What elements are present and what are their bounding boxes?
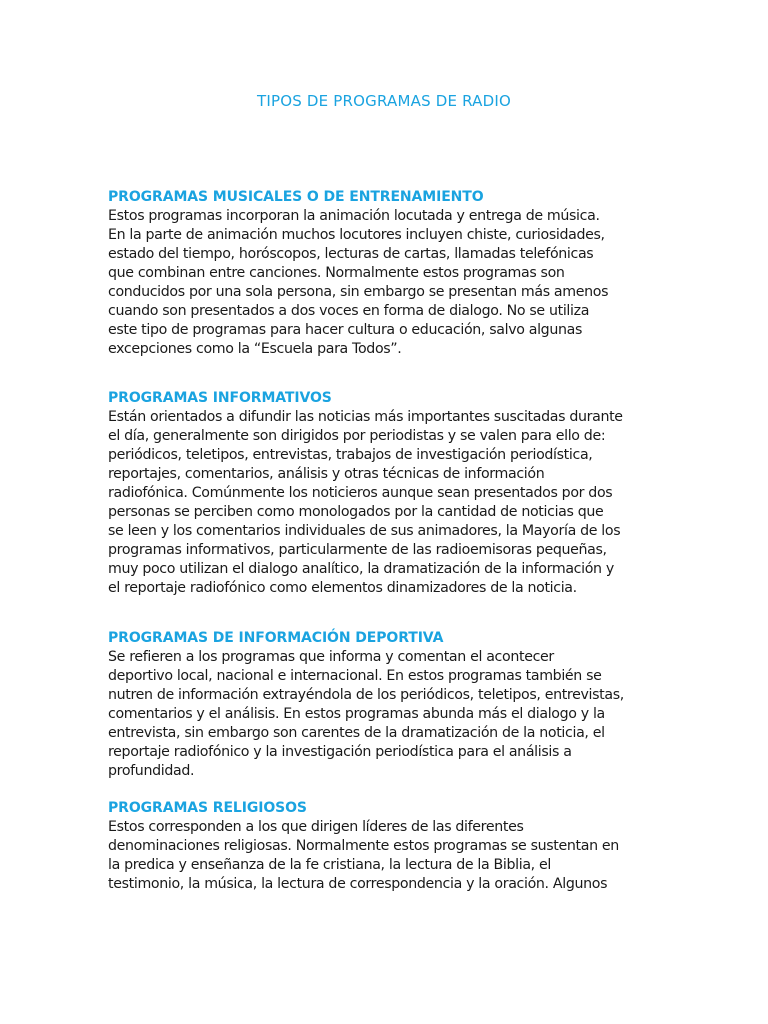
body-line: Estos programas incorporan la animación locutada y entrega de música. <box>108 208 600 224</box>
body-line: En la parte de animación muchos locutores incluyen chiste, curiosidades, <box>108 227 605 243</box>
body-line: Se refieren a los programas que informa y comentan el acontecer <box>108 649 554 665</box>
body-line: radiofónica. Comúnmente los noticieros aunque sean presentados por dos <box>108 485 613 501</box>
body-line: programas informativos, particularmente de las radioemisoras pequeñas, <box>108 542 607 558</box>
body-line: muy poco utilizan el dialogo analítico, la dramatización de la información y <box>108 561 614 577</box>
section-heading: PROGRAMAS RELIGIOSOS <box>108 800 307 816</box>
section-programas-religiosos <box>108 799 668 894</box>
body-line: testimonio, la música, la lectura de correspondencia y la oración. Algunos <box>108 876 608 892</box>
body-line: se leen y los comentarios individuales de sus animadores, la Mayoría de los <box>108 523 621 539</box>
section-body <box>108 408 668 598</box>
section-programas-deportivos <box>108 629 668 781</box>
document-title: TIPOS DE PROGRAMAS DE RADIO <box>256 92 512 110</box>
body-line: cuando son presentados a dos voces en forma de dialogo. No se utiliza <box>108 303 590 319</box>
section-heading: PROGRAMAS DE INFORMACIÓN DEPORTIVA <box>108 630 444 646</box>
body-line: periódicos, teletipos, entrevistas, trabajos de investigación periodística, <box>108 447 593 463</box>
section-heading: PROGRAMAS MUSICALES O DE ENTRENAMIENTO <box>108 189 484 205</box>
body-line: Están orientados a difundir las noticias más importantes suscitadas durante <box>108 409 623 425</box>
body-line: este tipo de programas para hacer cultura o educación, salvo algunas <box>108 322 583 338</box>
body-line: deportivo local, nacional e internacional. En estos programas también se <box>108 668 602 684</box>
body-line: excepciones como la “Escuela para Todos”. <box>108 341 402 357</box>
body-line: comentarios y el análisis. En estos programas abunda más el dialogo y la <box>108 706 605 722</box>
body-line: Estos corresponden a los que dirigen líderes de las diferentes <box>108 819 524 835</box>
section-programas-informativos <box>108 389 668 598</box>
body-line: reportaje radiofónico y la investigación periodística para el análisis a <box>108 744 572 760</box>
section-body <box>108 648 668 781</box>
body-line: nutren de información extrayéndola de los periódicos, teletipos, entrevistas, <box>108 687 624 703</box>
body-line: personas se perciben como monologados por la cantidad de noticias que <box>108 504 604 520</box>
body-line: entrevista, sin embargo son carentes de la dramatización de la noticia, el <box>108 725 605 741</box>
body-line: que combinan entre canciones. Normalmente estos programas son <box>108 265 565 281</box>
body-line: la predica y enseñanza de la fe cristiana, la lectura de la Biblia, el <box>108 857 551 873</box>
section-body <box>108 818 668 894</box>
body-line: estado del tiempo, horóscopos, lecturas de cartas, llamadas telefónicas <box>108 246 594 262</box>
section-programas-musicales <box>108 188 668 359</box>
section-heading: PROGRAMAS INFORMATIVOS <box>108 390 332 406</box>
body-line: el reportaje radiofónico como elementos dinamizadores de la noticia. <box>108 580 577 596</box>
body-line: profundidad. <box>108 763 195 779</box>
body-line: reportajes, comentarios, análisis y otras técnicas de información <box>108 466 545 482</box>
body-line: el día, generalmente son dirigidos por periodistas y se valen para ello de: <box>108 428 606 444</box>
body-line: conducidos por una sola persona, sin embargo se presentan más amenos <box>108 284 609 300</box>
body-line: denominaciones religiosas. Normalmente estos programas se sustentan en <box>108 838 619 854</box>
section-body <box>108 207 668 359</box>
